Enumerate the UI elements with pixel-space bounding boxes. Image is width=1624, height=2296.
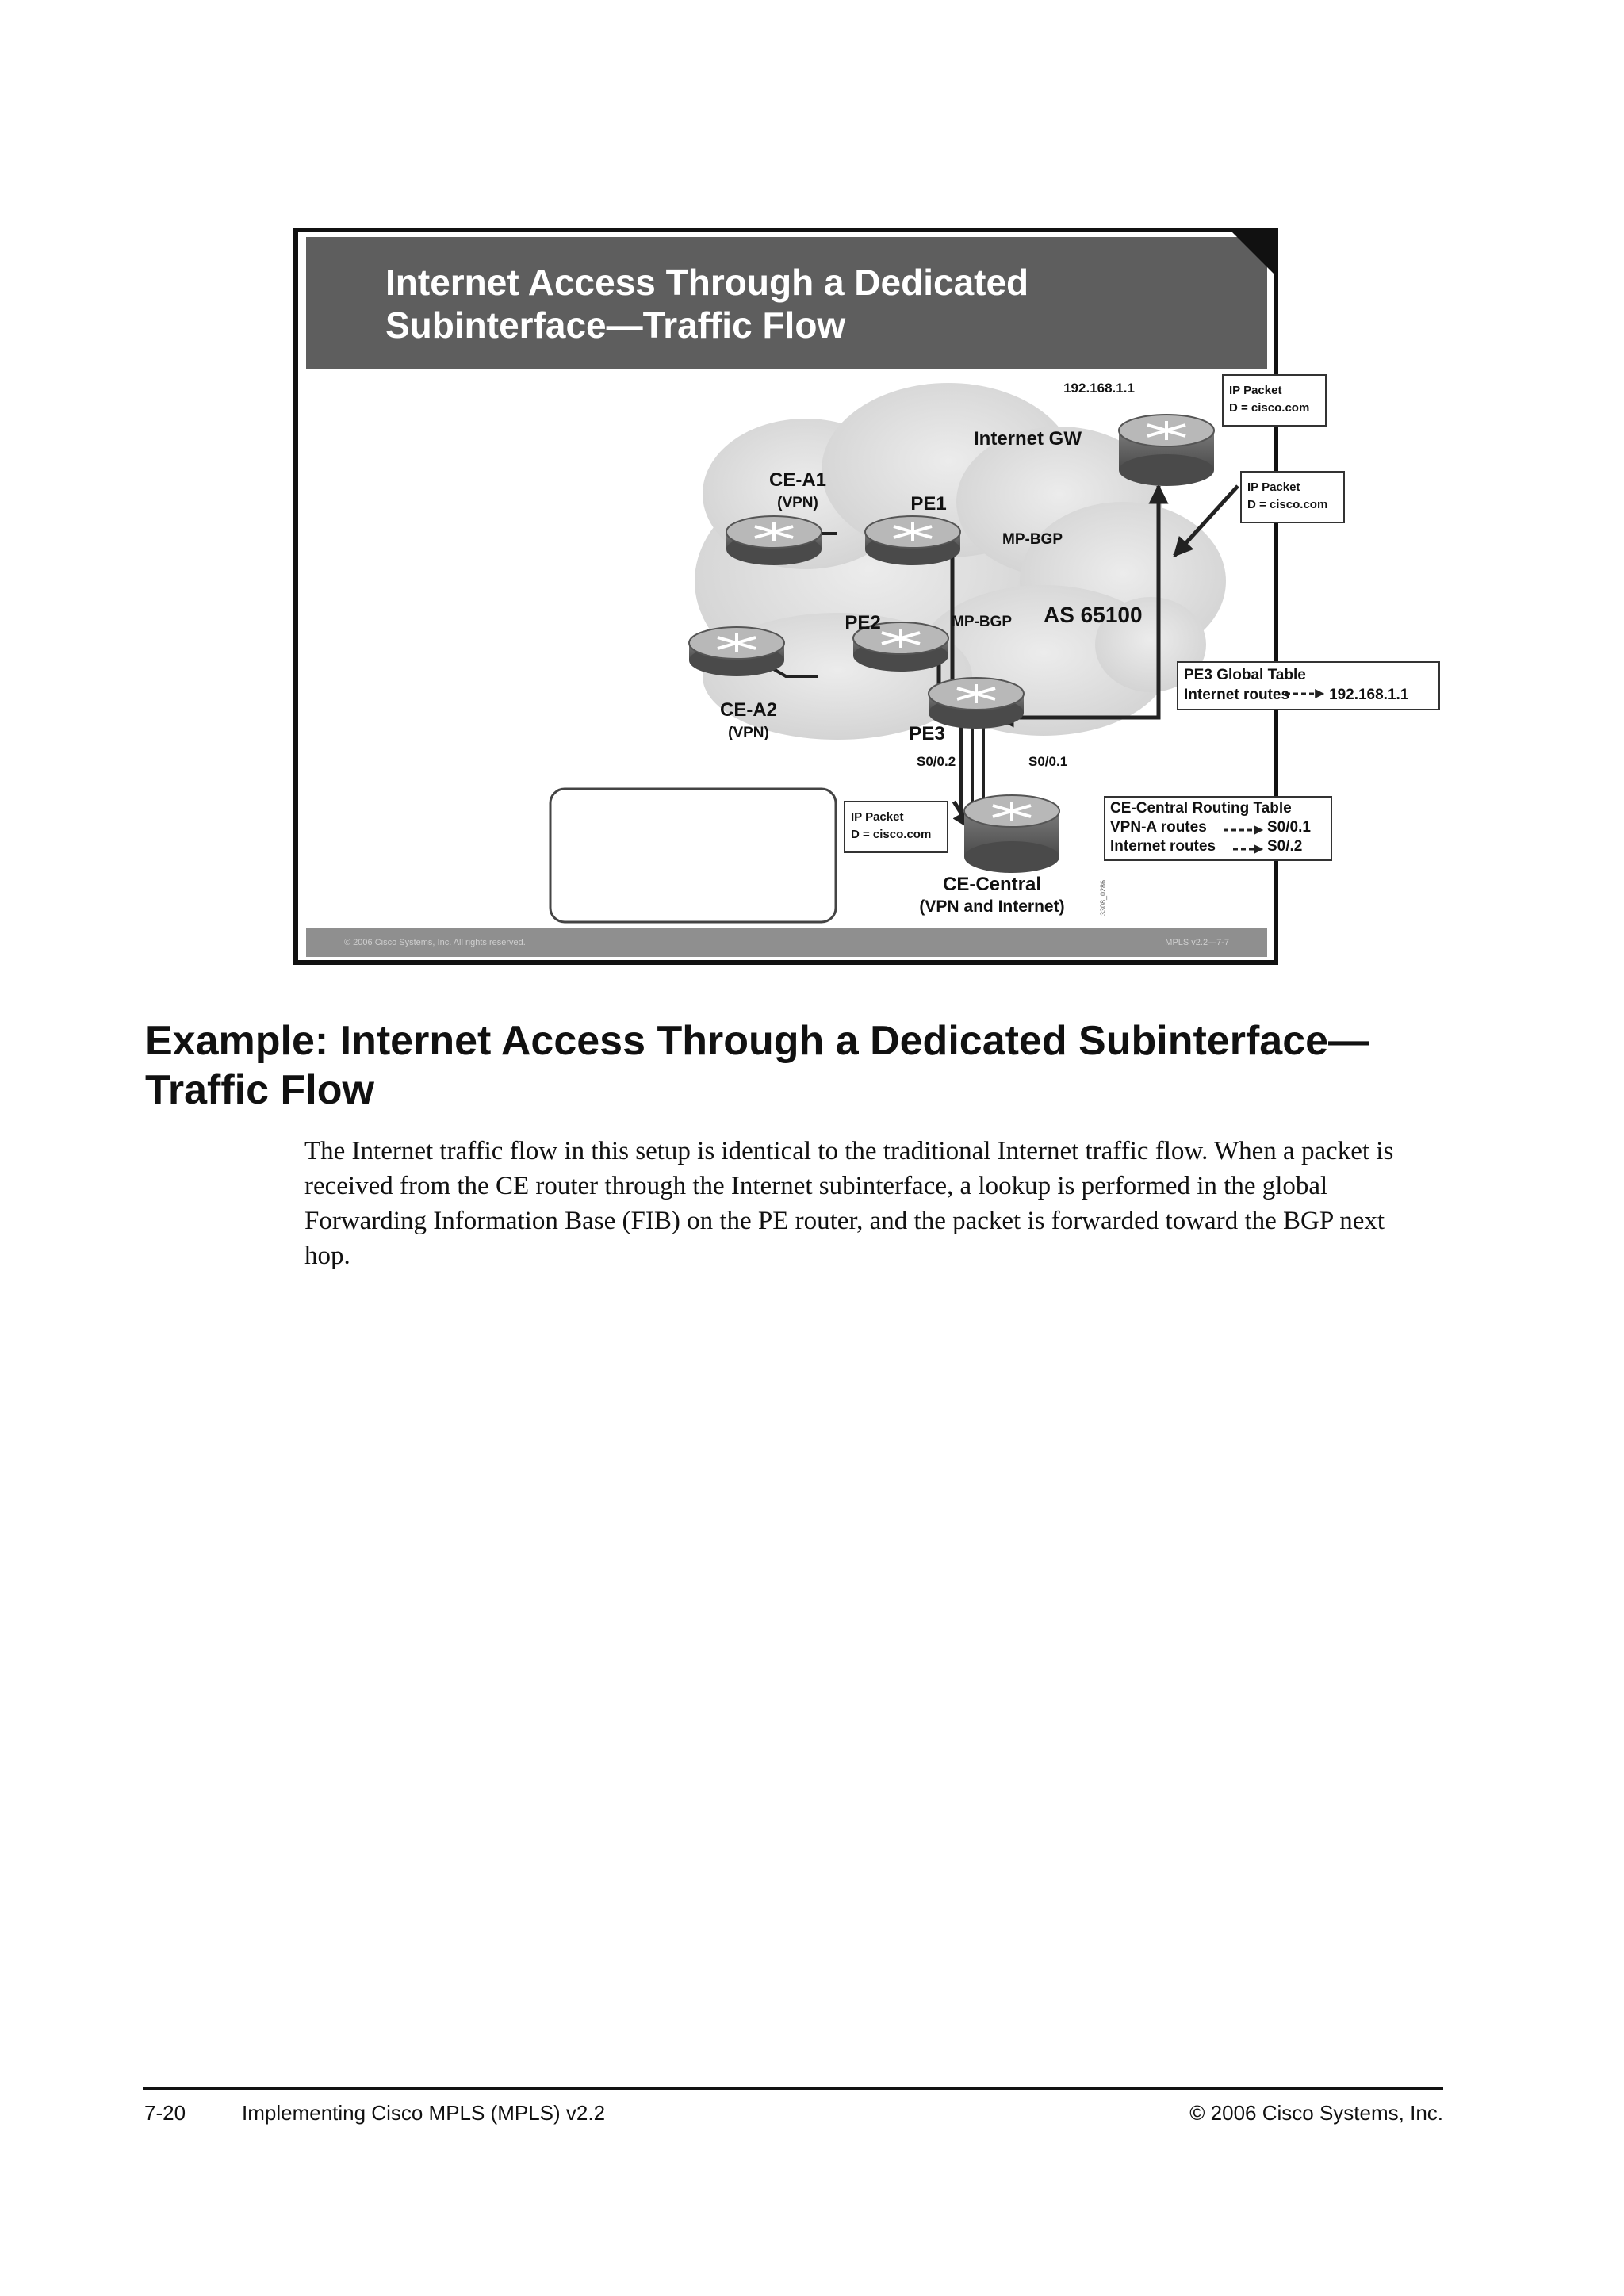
packet-top-line2: D = cisco.com bbox=[1229, 401, 1310, 415]
ce-central-sub: (VPN and Internet) bbox=[919, 897, 1065, 916]
s02-label: S0/0.2 bbox=[917, 754, 956, 769]
packet-box-low bbox=[845, 802, 948, 852]
ce-central-enclosure bbox=[550, 789, 836, 922]
packet-low-line2: D = cisco.com bbox=[851, 828, 932, 841]
ce-a1-sub: (VPN) bbox=[777, 495, 818, 511]
pe3-table-title: PE3 Global Table bbox=[1184, 667, 1306, 683]
router-pe3 bbox=[929, 678, 1024, 729]
router-cea2 bbox=[689, 627, 784, 676]
ce-table-row1-target: S0/0.1 bbox=[1267, 819, 1311, 836]
slide-title-line2: Subinterface—Traffic Flow bbox=[385, 304, 846, 346]
packet-box-top bbox=[1223, 375, 1326, 426]
packet-box-mid bbox=[1241, 472, 1344, 522]
section-heading: Example: Internet Access Through a Dedicated Subinterface— Traffic Flow bbox=[145, 1018, 1370, 1113]
body-paragraph: The Internet traffic flow in this setup is identical to the traditional Internet traffic flow. When a packet is received from the CE router through the Internet subinterface, a lookup is performed in the global Forwarding Information Base (FIB) on the PE router, and the packet is forwarded toward the BGP next hop. bbox=[304, 1137, 1394, 1270]
slide-footer-version: MPLS v2.2—7-7 bbox=[1165, 938, 1229, 947]
ce-table-row1-label: VPN-A routes bbox=[1110, 819, 1207, 836]
pe3-table-route-label: Internet routes bbox=[1184, 687, 1290, 703]
gw-ip-label: 192.168.1.1 bbox=[1063, 381, 1135, 396]
router-ce-central bbox=[964, 795, 1059, 873]
router-cea1 bbox=[726, 516, 822, 565]
as-label: AS 65100 bbox=[1044, 603, 1143, 627]
network-diagram bbox=[298, 232, 1409, 960]
ce-a1-label: CE-A1 bbox=[768, 469, 827, 491]
ce-central-label: CE-Central bbox=[942, 874, 1042, 895]
slide-title-line1: Internet Access Through a Dedicated bbox=[385, 262, 1029, 303]
packet-low-line1: IP Packet bbox=[851, 810, 904, 824]
mpbgp-label-1: MP-BGP bbox=[1002, 531, 1063, 548]
slide-footer bbox=[306, 928, 1267, 957]
document-title: Implementing Cisco MPLS (MPLS) v2.2 bbox=[242, 2101, 606, 2125]
s01-label: S0/0.1 bbox=[1028, 754, 1068, 769]
router-internet-gw bbox=[1119, 415, 1214, 486]
figure-id: 3308_0286 bbox=[1099, 879, 1107, 916]
packet-mid-line1: IP Packet bbox=[1247, 480, 1300, 494]
packet-mid-line2: D = cisco.com bbox=[1247, 498, 1328, 511]
pe1-label: PE1 bbox=[910, 493, 947, 515]
internet-gw-label: Internet GW bbox=[974, 428, 1082, 450]
pe3-table-route-target: 192.168.1.1 bbox=[1329, 687, 1409, 703]
pe2-label: PE2 bbox=[845, 612, 881, 633]
ce-table-title: CE-Central Routing Table bbox=[1110, 800, 1292, 817]
footer-divider bbox=[143, 2087, 1443, 2090]
ce-table-row2-label: Internet routes bbox=[1110, 838, 1216, 855]
pe3-label: PE3 bbox=[909, 723, 945, 744]
ce-a2-label: CE-A2 bbox=[719, 699, 778, 721]
packet-top-line1: IP Packet bbox=[1229, 384, 1282, 397]
page-number: 7-20 bbox=[144, 2101, 186, 2125]
ce-table-row2-target: S0/.2 bbox=[1267, 838, 1303, 855]
router-pe1 bbox=[865, 516, 960, 565]
slide-footer-copyright: © 2006 Cisco Systems, Inc. All rights reserved. bbox=[344, 938, 526, 947]
footer-copyright: © 2006 Cisco Systems, Inc. bbox=[1189, 2101, 1443, 2125]
mpbgp-label-2: MP-BGP bbox=[952, 614, 1012, 630]
ce-a2-sub: (VPN) bbox=[728, 725, 769, 741]
slide-figure bbox=[293, 228, 1409, 965]
